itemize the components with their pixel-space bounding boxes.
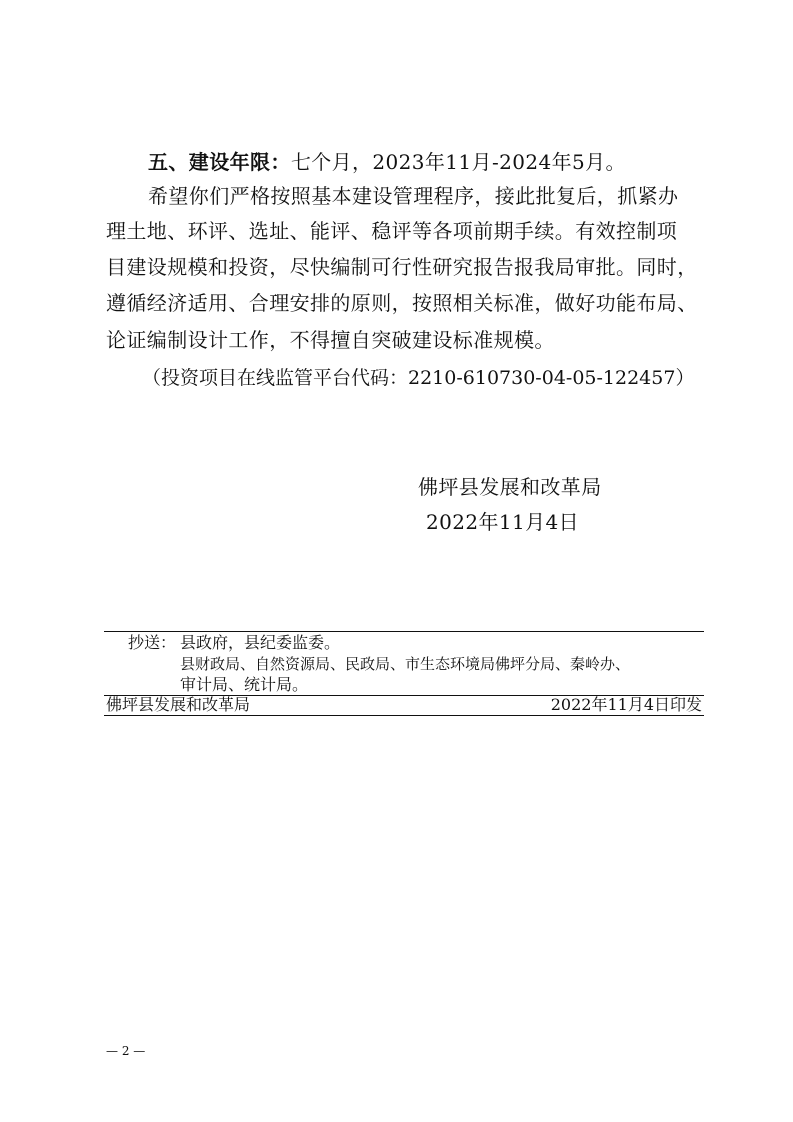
cc-top-rule bbox=[104, 631, 704, 632]
item5-value: 七个月，2023年11月-2024年5月。 bbox=[290, 150, 626, 174]
item5-heading: 五、建设年限： bbox=[148, 150, 291, 174]
cc-label: 抄送： bbox=[128, 633, 177, 652]
footer-issuer: 佛坪县发展和改革局 bbox=[106, 695, 251, 714]
cc-line-2: 县财政局、自然资源局、民政局、市生态环境局佛坪分局、秦岭办、 bbox=[180, 655, 631, 673]
page-number: — 2 — bbox=[106, 1044, 146, 1058]
body-paragraph-line-5: 论证编制设计工作，不得擅自突破建设标准规模。 bbox=[106, 328, 555, 352]
body-paragraph-line-2: 理土地、环评、选址、能评、稳评等各项前期手续。有效控制项 bbox=[106, 219, 678, 243]
signature-issuer: 佛坪县发展和改革局 bbox=[418, 475, 602, 499]
cc-bottom-rule bbox=[104, 715, 704, 716]
item5-line bbox=[148, 152, 626, 172]
signature-date: 2022年11月4日 bbox=[426, 510, 580, 534]
project-code: （投资项目在线监管平台代码：2210-610730-04-05-122457） bbox=[142, 367, 695, 389]
body-paragraph-line-4: 遵循经济适用、合理安排的原则，按照相关标准，做好功能布局、 bbox=[106, 291, 698, 315]
body-paragraph-line-3: 目建设规模和投资，尽快编制可行性研究报告报我局审批。同时， bbox=[106, 255, 698, 279]
cc-line-3: 审计局、统计局。 bbox=[180, 675, 309, 694]
body-paragraph-line-1: 希望你们严格按照基本建设管理程序，接此批复后，抓紧办 bbox=[148, 184, 679, 208]
footer-print-date: 2022年11月4日印发 bbox=[550, 695, 702, 714]
cc-line-1: 县政府，县纪委监委。 bbox=[180, 633, 341, 652]
